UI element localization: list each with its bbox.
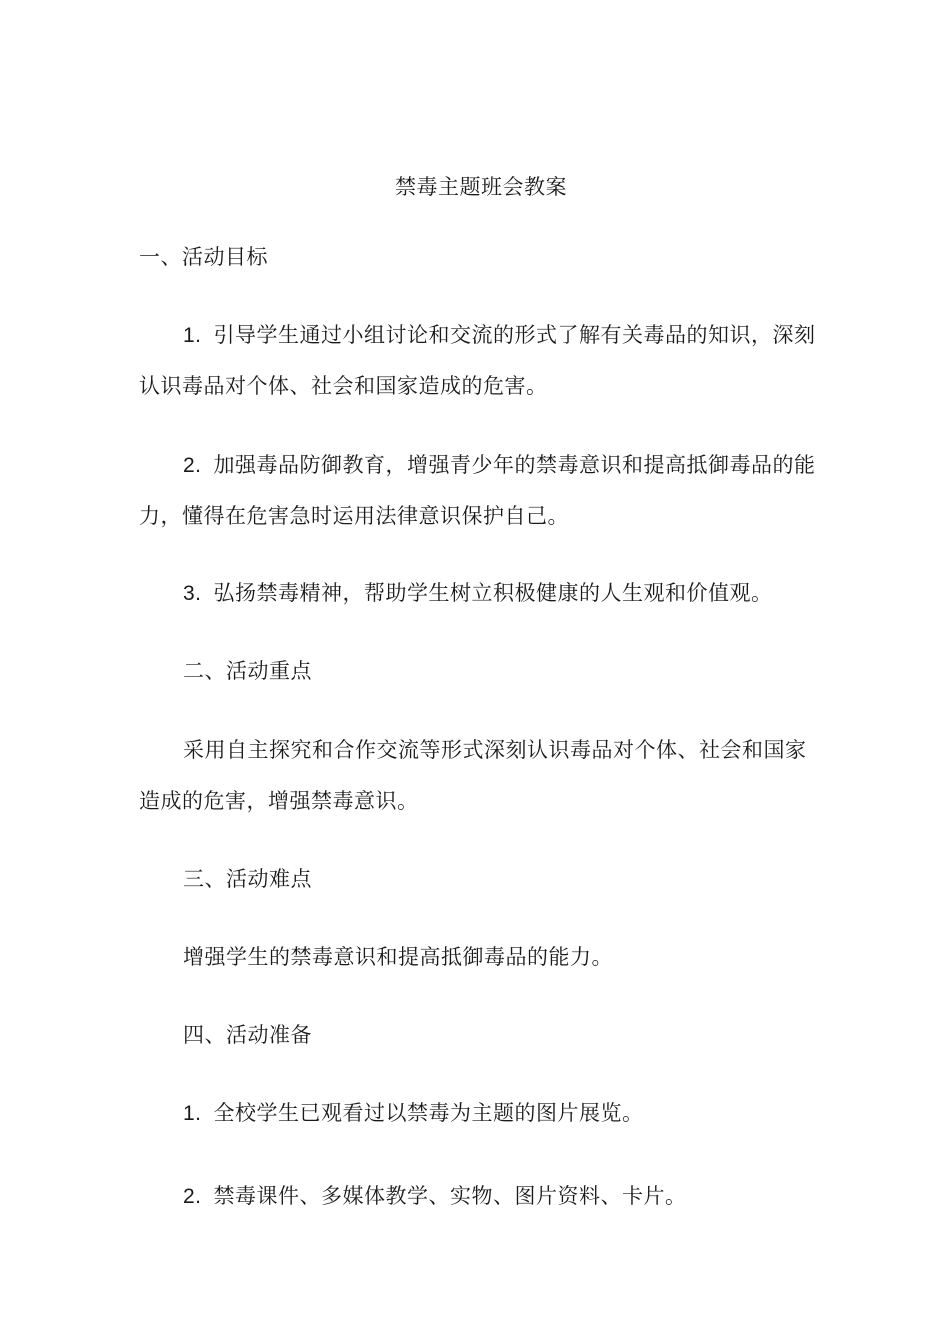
- goal-item-1-line-2: 认识毒品对个体、社会和国家造成的危害。: [139, 374, 548, 398]
- key-points-line-2: 造成的危害，增强禁毒意识。: [139, 789, 419, 813]
- goal-item-1-number: 1.: [183, 324, 202, 347]
- prep-item-2-text: 禁毒课件、多媒体教学、实物、图片资料、卡片。: [213, 1184, 687, 1208]
- goal-item-1-text: 引导学生通过小组讨论和交流的形式了解有关毒品的知识，深刻: [213, 323, 816, 347]
- prep-item-2: [183, 1182, 687, 1211]
- goal-item-2-number: 2.: [183, 454, 202, 477]
- prep-item-1: [183, 1099, 644, 1128]
- section-heading-difficulties: 三、活动难点: [183, 867, 312, 891]
- goal-item-3-text: 弘扬禁毒精神，帮助学生树立积极健康的人生观和价值观。: [213, 581, 773, 605]
- prep-item-1-number: 1.: [183, 1102, 202, 1125]
- prep-item-2-number: 2.: [183, 1185, 202, 1208]
- goal-item-3-number: 3.: [183, 582, 202, 605]
- goal-item-3-line-1: [183, 579, 773, 608]
- goal-item-2-text: 加强毒品防御教育，增强青少年的禁毒意识和提高抵御毒品的能: [213, 453, 816, 477]
- document-title: 禁毒主题班会教案: [395, 175, 567, 199]
- difficulties-line-1: 增强学生的禁毒意识和提高抵御毒品的能力。: [183, 945, 613, 969]
- section-heading-goals: 一、活动目标: [139, 245, 268, 269]
- goal-item-2-line-2: 力，懂得在危害急时运用法律意识保护自己。: [139, 504, 569, 528]
- goal-item-2-line-1: [183, 451, 816, 480]
- goal-item-1-line-1: [183, 321, 816, 350]
- section-heading-preparation: 四、活动准备: [183, 1023, 312, 1047]
- key-points-line-1: 采用自主探究和合作交流等形式深刻认识毒品对个体、社会和国家: [183, 738, 807, 762]
- prep-item-1-text: 全校学生已观看过以禁毒为主题的图片展览。: [213, 1101, 644, 1125]
- section-heading-key-points: 二、活动重点: [183, 659, 312, 683]
